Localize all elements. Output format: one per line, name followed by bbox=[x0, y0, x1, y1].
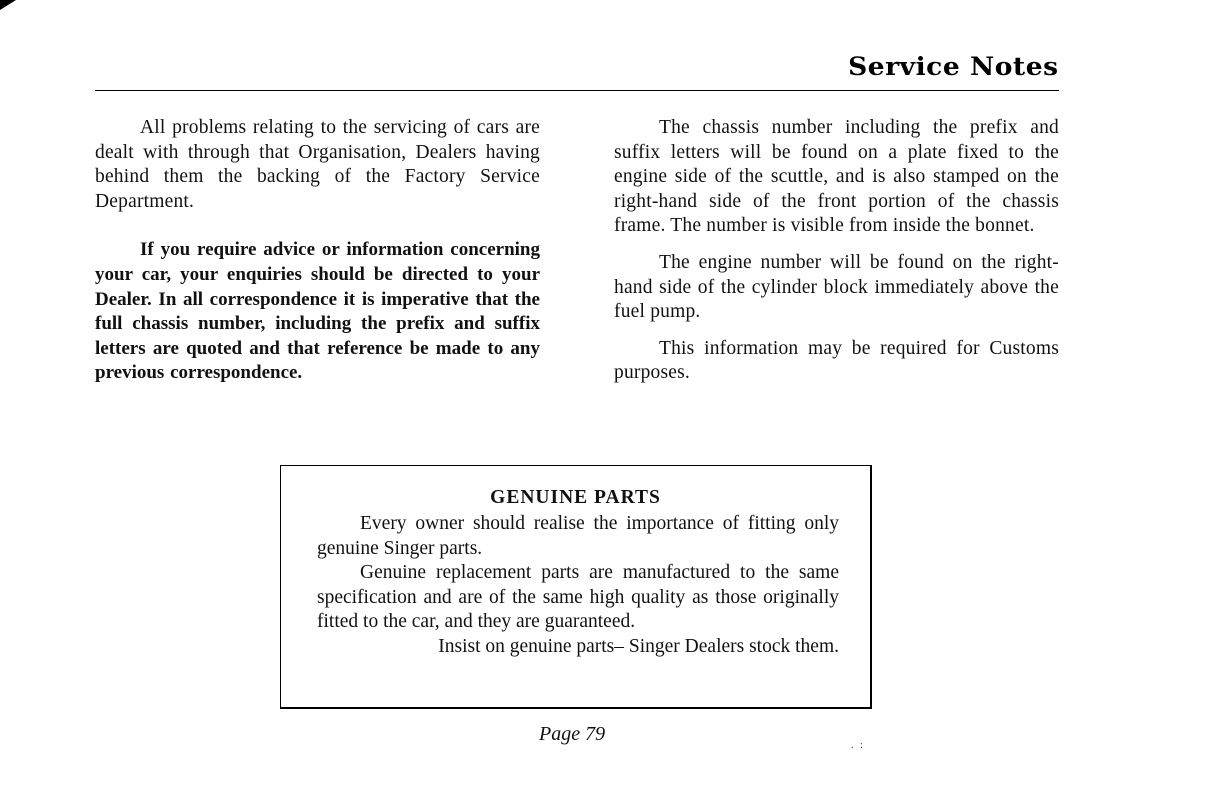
header-rule bbox=[95, 90, 1059, 91]
notice-paragraph-insist: Insist on genuine parts– Singer Dealers stock them. bbox=[438, 635, 839, 657]
paragraph-chassis-number: The chassis number including the prefix and suffix letters will be found on a plate fixed to the engine side of the scuttle, and is also stamped on the right-hand side of the front portion of the chassis frame. The number is visible from inside the bonnet. bbox=[614, 117, 1059, 237]
right-column bbox=[614, 116, 1059, 386]
genuine-parts-box bbox=[280, 465, 872, 709]
genuine-parts-title: GENUINE PARTS bbox=[490, 487, 661, 508]
genuine-parts-body bbox=[317, 512, 839, 660]
paragraph-customs: This information may be required for Customs purposes. bbox=[614, 337, 1059, 384]
notice-paragraph-realise: Every owner should realise the importance of fitting only genuine Singer parts. bbox=[317, 513, 839, 559]
notice-paragraph-specification: Genuine replacement parts are manufactured to the same specification and are of the same high quality as those originally fitted to the car, and they are guaranteed. bbox=[317, 562, 839, 633]
page-number: Page 79 bbox=[539, 723, 606, 745]
scan-speck: . : bbox=[851, 740, 865, 751]
paragraph-engine-number: The engine number will be found on the right-hand side of the cylinder block immediately above the fuel pump. bbox=[614, 251, 1059, 323]
paragraph-correspondence-advice: If you require advice or information concerning your car, your enquiries should be directed to your Dealer. In all correspondence it is imperative that the full chassis number, including the prefix and suffix letters are quoted and that reference be made to any previous correspondence. bbox=[95, 239, 540, 384]
paragraph-servicing: All problems relating to the servicing of cars are dealt with through that Organisation, Dealers having behind them the backing of the Factory Service Department. bbox=[95, 117, 540, 212]
scan-corner-mark bbox=[0, 0, 16, 10]
left-column bbox=[95, 116, 540, 386]
page-heading: Service Notes bbox=[848, 52, 1059, 81]
